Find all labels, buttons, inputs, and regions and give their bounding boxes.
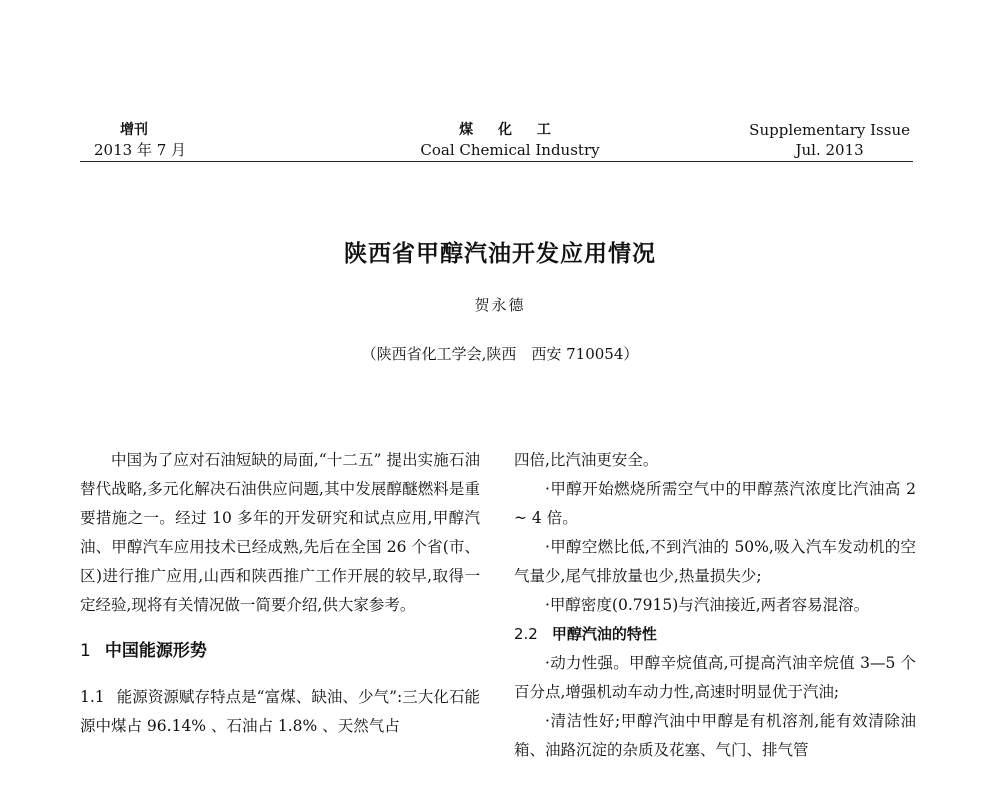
paragraph-bullet-3: ·甲醇密度(0.7915)与汽油接近,两者容易混溶。 <box>545 596 870 614</box>
header-rule <box>80 161 913 162</box>
section-1-number: 1 <box>80 641 91 661</box>
paragraph-bullet-4: ·动力性强。甲醇辛烷值高,可提高汽油辛烷值 3—5 个百分点,增强机动车动力性,高速时明显优于汽油; <box>514 654 916 701</box>
issue-label: 增刊 <box>120 122 148 138</box>
paragraph-bullet-5: ·清洁性好;甲醇汽油中甲醇是有机溶剂,能有效清除油箱、油路沉淀的杂质及花塞、气门、排气管 <box>514 712 916 759</box>
subsection-2-2-number: 2.2 <box>514 625 538 643</box>
section-1-title: 中国能源形势 <box>104 641 207 661</box>
article-affiliation: （陕西省化工学会,陕西 西安 710054） <box>361 345 639 363</box>
section-1-heading <box>80 637 480 666</box>
left-column <box>80 446 480 741</box>
paragraph-continued: 四倍,比汽油更安全。 <box>514 451 659 469</box>
issue-label-en: Supplementary Issue <box>749 121 910 139</box>
subsection-1-1 <box>80 683 480 741</box>
article-author: 贺永德 <box>474 296 526 314</box>
subsection-1-1-text: 能源资源赋存特点是“富煤、缺油、少气”:三大化石能源中煤占 96.14% 、石油占 1.8% 、天然气占 <box>80 688 480 735</box>
journal-name-cn: 煤 化 工 <box>459 122 561 138</box>
paragraph-bullet-1: ·甲醇开始燃烧所需空气中的甲醇蒸汽浓度比汽油高 2 ~ 4 倍。 <box>514 480 916 527</box>
issue-date-en: Jul. 2013 <box>795 141 864 159</box>
subsection-1-1-number: 1.1 <box>80 688 105 706</box>
journal-name-en: Coal Chemical Industry <box>420 141 600 159</box>
subsection-2-2-title: 甲醇汽油的特性 <box>551 625 657 643</box>
journal-name <box>380 120 640 160</box>
header-left <box>94 120 186 160</box>
intro-paragraph: 中国为了应对石油短缺的局面,“十二五” 提出实施石油替代战略,多元化解决石油供应问题,其中发展醇醚燃料是重要措施之一。经过 10 多年的开发研究和试点应用,甲醇汽油、甲醇汽车应用技术已经成熟,先后在全国 26 个省(市、区)进行推广应用,山西和陕西推广工作开展的较早,取得一定经验,现将有关情况做一简要介绍,供大家参考。 <box>80 451 480 614</box>
article-title: 陕西省甲醇汽油开发应用情况 <box>344 241 656 267</box>
issue-date: 2013 年 7 月 <box>94 141 187 159</box>
paragraph-bullet-2: ·甲醇空燃比低,不到汽油的 50%,吸入汽车发动机的空气量少,尾气排放量也少,热量损失少; <box>514 538 916 585</box>
subsection-2-2-heading <box>514 620 916 649</box>
right-column <box>514 446 916 765</box>
header-right <box>749 120 910 160</box>
